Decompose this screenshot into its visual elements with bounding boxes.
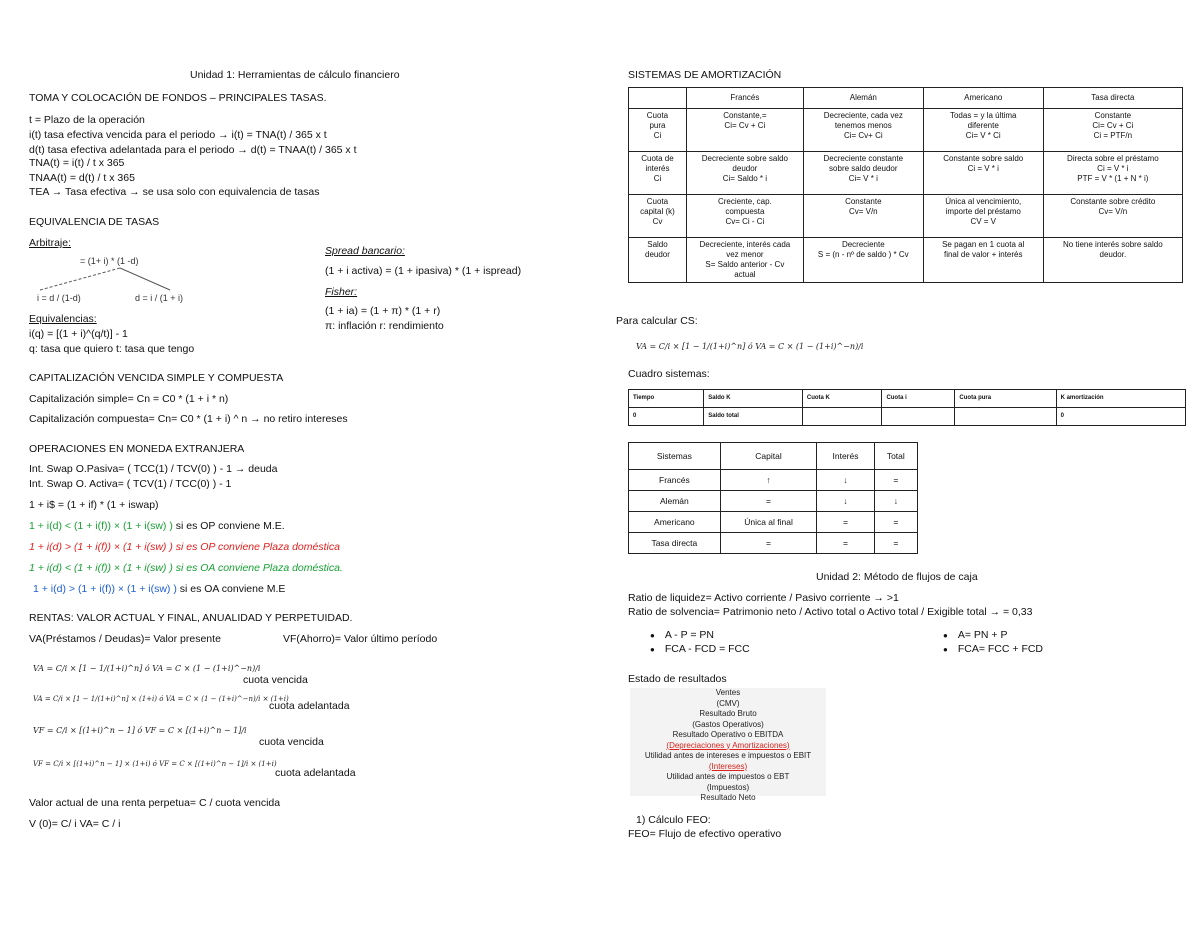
- fisher-vars: π: inflación r: rendimiento: [325, 320, 444, 332]
- cuadro-label: Cuadro sistemas:: [628, 368, 710, 380]
- unit2-title: Unidad 2: Método de flujos de caja: [816, 571, 978, 583]
- cuadro-header-cell: Cuota i: [882, 390, 955, 408]
- sistemas-header-cell: Sistemas: [629, 443, 721, 470]
- feo-item: 1) Cálculo FEO:: [636, 814, 711, 826]
- amortization-cell: Directa sobre el préstamo Ci = V * i PTF = V * (1 + N * i): [1043, 152, 1182, 195]
- cuadro-header-cell: Cuota pura: [955, 390, 1056, 408]
- line-dt: d(t) tasa efectiva adelantada para el periodo → d(t) = TNAA(t) / 365 x t: [29, 144, 357, 156]
- caption-va-vencida: cuota vencida: [243, 674, 308, 686]
- cuadro-data-cell: [802, 408, 882, 426]
- cuadro-data-cell: 0: [629, 408, 704, 426]
- estado-line: Resultado Bruto: [699, 709, 757, 718]
- amortization-cell: Única al vencimiento, importe del préstamo CV = V: [923, 195, 1043, 238]
- sistemas-cell: ↓: [817, 491, 874, 512]
- para-calcular-label: Para calcular CS:: [616, 315, 698, 327]
- sistemas-row: [629, 491, 918, 512]
- amortization-cell: Saldo deudor: [629, 238, 687, 283]
- arbitraje-label: Arbitraje:: [29, 237, 72, 249]
- cuadro-header-cell: Tiempo: [629, 390, 704, 408]
- section-heading-rentas: RENTAS: VALOR ACTUAL Y FINAL, ANUALIDAD Y PERPETUIDAD.: [29, 612, 353, 624]
- estado-line: Resultado Operativo o EBITDA: [672, 730, 784, 739]
- cuadro-header-cell: K amortización: [1056, 390, 1185, 408]
- feo-definition: FEO= Flujo de efectivo operativo: [628, 828, 782, 840]
- cuadro-data-cell: Saldo total: [704, 408, 803, 426]
- amortization-cell: Decreciente, cada vez tenemos menos Ci= Cv+ Ci: [803, 109, 923, 152]
- section-heading-moneda: OPERACIONES EN MONEDA EXTRANJERA: [29, 443, 245, 455]
- ratio-liquidez: Ratio de liquidez= Activo corriente / Pasivo corriente → >1: [628, 592, 899, 604]
- amortization-cell: Todas = y la última diferente Ci= V * Ci: [923, 109, 1043, 152]
- section-heading-equivalencia: EQUIVALENCIA DE TASAS: [29, 216, 160, 228]
- line-tea: TEA → Tasa efectiva → se usa solo con equivalencia de tasas: [29, 186, 320, 198]
- sistemas-cell: Única al final: [720, 512, 817, 533]
- cuadro-header-row: [629, 390, 1186, 408]
- sistemas-cell: ↓: [817, 470, 874, 491]
- formula-va-adelantada: VA = C/i × [1 − 1/(1+i)^n] × (1+i) ó VA = C × (1 − (1+i)^−n)/i × (1+i): [33, 695, 289, 703]
- amortization-cell: Constante,= Ci= Cv + Ci: [686, 109, 803, 152]
- caption-va-adelantada: cuota adelantada: [269, 700, 350, 712]
- amortization-cell: No tiene interés sobre saldo deudor.: [1043, 238, 1182, 283]
- sistemas-row: [629, 470, 918, 491]
- cap-compuesta: Capitalización compuesta= Cn= C0 * (1 + i) ^ n → no retiro intereses: [29, 413, 348, 425]
- amortization-header-cell: Alemán: [803, 88, 923, 109]
- sistemas-cell: Tasa directa: [629, 533, 721, 554]
- estado-resultados-label: Estado de resultados: [628, 673, 727, 685]
- line-plazo: t = Plazo de la operación: [29, 114, 145, 126]
- amortization-header-cell: Americano: [923, 88, 1043, 109]
- sistemas-cell: ↑: [720, 470, 817, 491]
- amortization-cell: Decreciente constante sobre saldo deudor Ci= V * i: [803, 152, 923, 195]
- amortization-cell: Constante sobre saldo Ci = V * i: [923, 152, 1043, 195]
- va-label: VA(Préstamos / Deudas)= Valor presente: [29, 633, 221, 645]
- estado-line: (CMV): [716, 698, 740, 708]
- swap-activa: Int. Swap O. Activa= ( TCV(1) / TCC(0) ) - 1: [29, 478, 232, 490]
- fisher-formula: (1 + ia) = (1 + π) * (1 + r): [325, 305, 441, 317]
- equivalencias-label: Equivalencias:: [29, 313, 97, 325]
- spread-formula: (1 + i activa) = (1 + ipasiva) * (1 + ispread): [325, 265, 522, 277]
- sistemas-cell: ↓: [874, 491, 917, 512]
- cs-formula: VA = C/i × [1 − 1/(1+i)^n] ó VA = C × (1 − (1+i)^−n)/i: [636, 342, 864, 351]
- condition-op-domestica: 1 + i(d) > (1 + i(f)) × (1 + i(sw) ) si es OP conviene Plaza doméstica: [29, 541, 340, 553]
- amortization-row: [629, 238, 1183, 283]
- sistemas-cell: =: [720, 533, 817, 554]
- caption-vf-vencida: cuota vencida: [259, 736, 324, 748]
- amortization-cell: Se pagan en 1 cuota al final de valor + interés: [923, 238, 1043, 283]
- formula-vf-adelantada: VF = C/i × [(1+i)^n − 1] × (1+i) ó VF = C × [(1+i)^n − 1]/i × (1+i): [33, 760, 277, 768]
- equivalencias-vars: q: tasa que quiero t: tasa que tengo: [29, 343, 195, 355]
- condition-op-me: [29, 520, 285, 532]
- condition-oa-me: [33, 583, 285, 595]
- bullet-item: ● A - P = PN: [650, 629, 714, 641]
- sistemas-cell: =: [817, 512, 874, 533]
- amortizacion-title: SISTEMAS DE AMORTIZACIÓN: [628, 69, 782, 81]
- perpetua-label: Valor actual de una renta perpetua= C / cuota vencida: [29, 797, 281, 809]
- sistemas-header-row: [629, 443, 918, 470]
- swap-pasiva: Int. Swap O.Pasiva= ( TCC(1) / TCV(0) ) - 1 → deuda: [29, 463, 278, 475]
- estado-line: Ventes: [715, 688, 741, 697]
- line-tna: TNA(t) = i(t) / t x 365: [29, 157, 125, 169]
- arbitraje-formula-left: i = d / (1-d): [37, 293, 81, 303]
- amortization-cell: Decreciente, interés cada vez menor S= Saldo anterior - Cv actual: [686, 238, 803, 283]
- section-heading-capitalizacion: CAPITALIZACIÓN VENCIDA SIMPLE Y COMPUESTA: [29, 372, 284, 384]
- amortization-cell: Constante Cv= V/n: [803, 195, 923, 238]
- amortization-row: [629, 152, 1183, 195]
- amortization-header-row: [629, 88, 1183, 109]
- swap-formula: 1 + i$ = (1 + if) * (1 + iswap): [29, 499, 159, 511]
- amortization-header-cell: [629, 88, 687, 109]
- section-heading-tasas: TOMA Y COLOCACIÓN DE FONDOS – PRINCIPALES TASAS.: [29, 92, 327, 104]
- estado-resultados-image: [630, 688, 826, 802]
- sistemas-header-cell: Capital: [720, 443, 817, 470]
- sistemas-cell: =: [874, 470, 917, 491]
- amortization-cell: Constante sobre crédito Cv= V/n: [1043, 195, 1182, 238]
- vf-label: VF(Ahorro)= Valor último período: [283, 633, 438, 645]
- line-tnaa: TNAA(t) = d(t) / t x 365: [29, 172, 135, 184]
- estado-line: (Impuestos): [706, 782, 750, 792]
- amortization-row: [629, 195, 1183, 238]
- arbitraje-formula-top: = (1+ i) * (1 -d): [80, 256, 139, 266]
- formula-vf-vencida: VF = C/i × [(1+i)^n − 1] ó VF = C × [(1+i)^n − 1]/i: [33, 726, 247, 735]
- amortization-cell: Constante Ci= Cv + Ci Ci = PTF/n: [1043, 109, 1182, 152]
- estado-line: (Intereses): [708, 761, 748, 771]
- amortization-cell: Cuota pura Ci: [629, 109, 687, 152]
- sistemas-row: [629, 533, 918, 554]
- amortization-cell: Creciente, cap. compuesta Cv= Ci - Ci: [686, 195, 803, 238]
- amortization-cell: Decreciente S = (n - nº de saldo ) * Cv: [803, 238, 923, 283]
- amortization-header-cell: Tasa directa: [1043, 88, 1182, 109]
- formula-va-vencida: VA = C/i × [1 − 1/(1+i)^n] ó VA = C × (1 − (1+i)^−n)/i: [33, 664, 261, 673]
- arbitraje-formula-right: d = i / (1 + i): [135, 293, 184, 303]
- sistemas-header-cell: Total: [874, 443, 917, 470]
- sistemas-cell: =: [874, 533, 917, 554]
- cuadro-sistemas-table: [628, 389, 1186, 426]
- caption-vf-adelantada: cuota adelantada: [275, 767, 356, 779]
- equivalencias-formula: i(q) = [(1 + i)^(q/t)] - 1: [29, 328, 128, 340]
- cuadro-data-cell: [882, 408, 955, 426]
- amortization-row: [629, 109, 1183, 152]
- fisher-label: Fisher:: [325, 286, 358, 298]
- sistemas-row: [629, 512, 918, 533]
- amortization-cell: Cuota capital (k) Cv: [629, 195, 687, 238]
- bullet-item: ● A= PN + P: [943, 629, 1007, 641]
- estado-line: Utilidad antes de impuestos o EBT: [666, 772, 790, 781]
- sistemas-cell: Francés: [629, 470, 721, 491]
- amortization-cell: Decreciente sobre saldo deudor Ci= Saldo * i: [686, 152, 803, 195]
- condition-oa-me-text: si es OA conviene M.E: [176, 583, 286, 595]
- sistemas-cell: Alemán: [629, 491, 721, 512]
- perpetua-formula: V (0)= C/ i VA= C / i: [29, 818, 121, 830]
- amortization-table: [628, 87, 1183, 283]
- estado-line: Resultado Neto: [700, 793, 756, 802]
- cuadro-data-cell: [955, 408, 1056, 426]
- sistemas-table: [628, 442, 918, 554]
- line-it: i(t) tasa efectiva vencida para el periodo → i(t) = TNA(t) / 365 x t: [29, 129, 327, 141]
- condition-oa-me-formula: 1 + i(d) > (1 + i(f)) × (1 + i(sw) ): [33, 583, 177, 595]
- ratio-solvencia: Ratio de solvencia= Patrimonio neto / Activo total o Activo total / Exigible total → = 0,33: [628, 606, 1033, 618]
- sistemas-cell: Americano: [629, 512, 721, 533]
- sistemas-cell: =: [874, 512, 917, 533]
- arbitraje-branch-lines: [30, 266, 200, 292]
- condition-op-me-formula: 1 + i(d) < (1 + i(f)) × (1 + i(sw) ): [29, 520, 173, 532]
- cuadro-header-cell: Cuota K: [802, 390, 882, 408]
- condition-op-me-text: si es OP conviene M.E.: [172, 520, 285, 532]
- condition-oa-domestica: 1 + i(d) < (1 + i(f)) × (1 + i(sw) ) si es OA conviene Plaza doméstica.: [29, 562, 343, 574]
- cuadro-data-cell: 0: [1056, 408, 1185, 426]
- bullet-item: ● FCA - FCD = FCC: [650, 643, 750, 655]
- amortization-header-cell: Francés: [686, 88, 803, 109]
- sistemas-header-cell: Interés: [817, 443, 874, 470]
- estado-line: Utilidad antes de intereses e impuestos o EBIT: [644, 751, 812, 760]
- sistemas-cell: =: [817, 533, 874, 554]
- unit1-title: Unidad 1: Herramientas de cálculo financiero: [190, 69, 400, 81]
- estado-line: (Gastos Operativos): [692, 719, 764, 729]
- spread-label: Spread bancario:: [325, 245, 405, 257]
- cuadro-data-row: [629, 408, 1186, 426]
- cap-simple: Capitalización simple= Cn = C0 * (1 + i * n): [29, 393, 229, 405]
- bullet-item: ● FCA= FCC + FCD: [943, 643, 1043, 655]
- estado-line: (Depreciaciones y Amortizaciones): [666, 740, 790, 750]
- sistemas-cell: =: [720, 491, 817, 512]
- amortization-cell: Cuota de interés Ci: [629, 152, 687, 195]
- cuadro-header-cell: Saldo K: [704, 390, 803, 408]
